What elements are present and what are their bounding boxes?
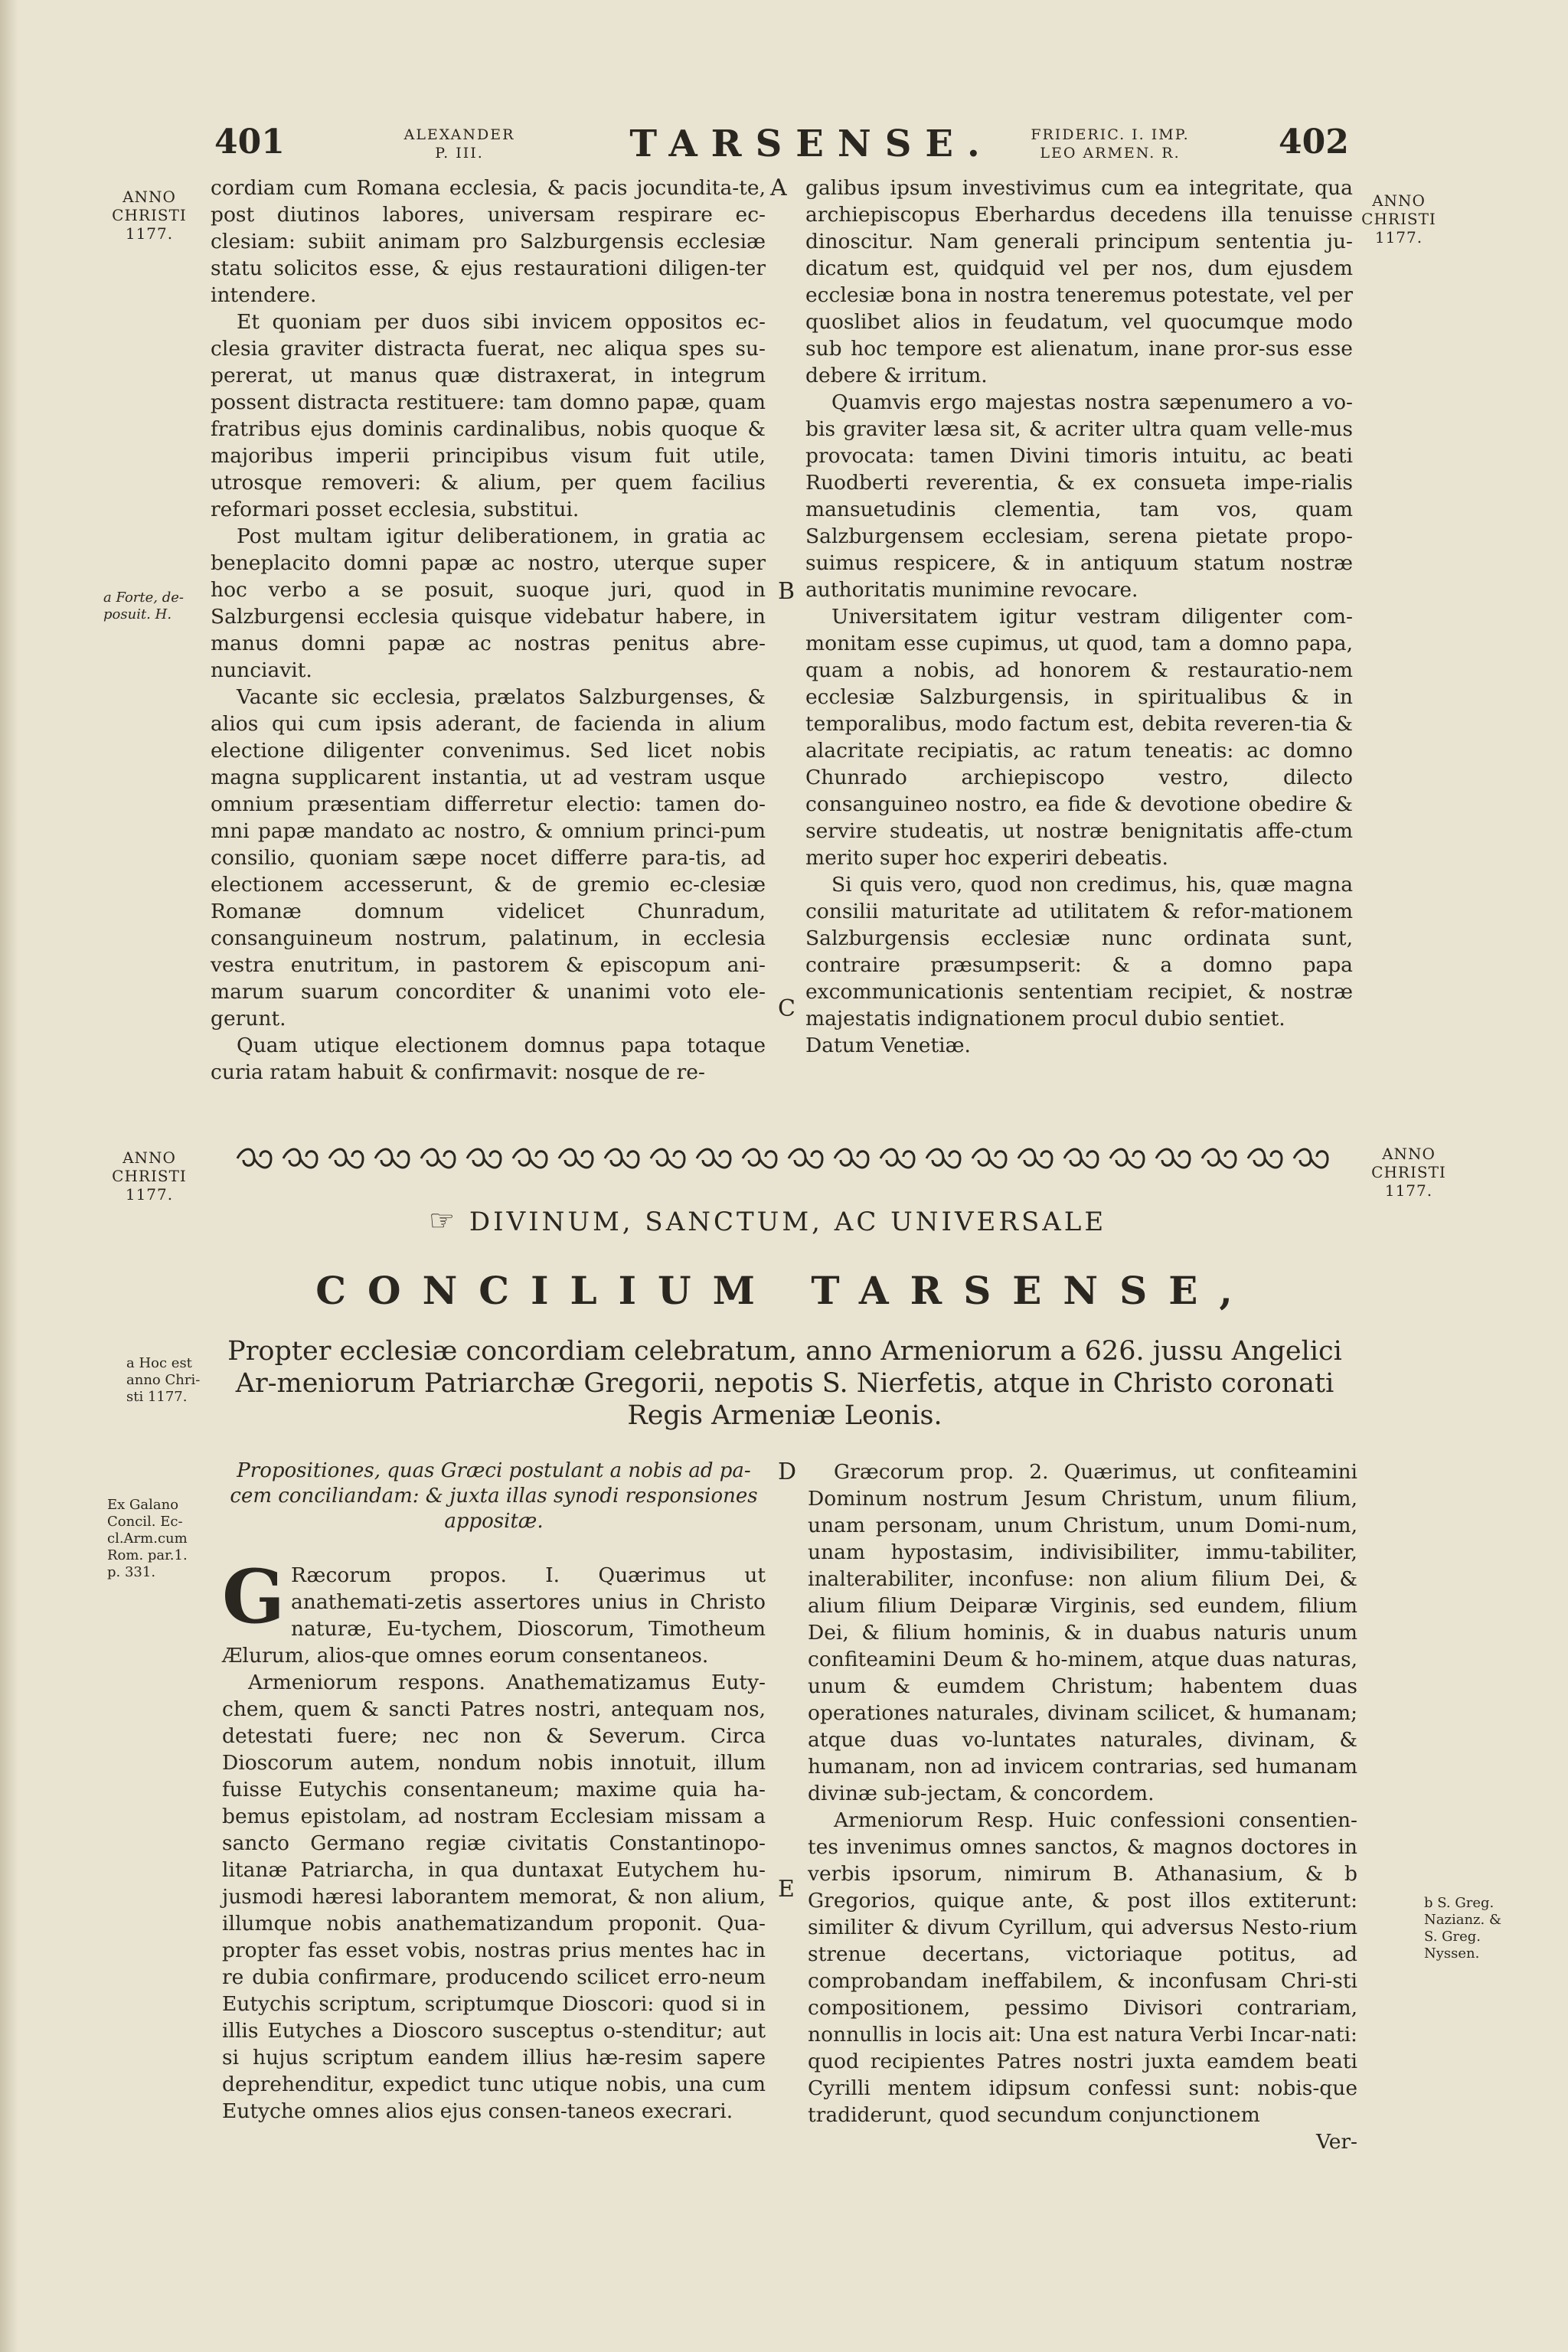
paragraph: Universitatem igitur vestram diligenter com-monitam esse cupimus, ut quod, tam a domno papa, quam a nobis, ad honorem & restauratio-nem ecclesiæ Salzburgensis, in spiritualibus & in temporalibus, modo factum est, debita reveren-tia & alacritate recipiatis, ac ratum teneatis: ac domno Chunrado archiepiscopo vestro, dilecto consanguineo nostro, ea fide & devotione obedire & servire studeatis, ut nostræ benignitatis affe-ctum merito super hoc experiri debeatis.: [805, 605, 1353, 870]
fleuron-ornament: [1018, 1149, 1052, 1168]
upper-right-column: [805, 175, 1353, 1059]
right-running-head: FRIDERIC. I. IMP. LEO ARMEN. R.: [1031, 126, 1190, 162]
fleuron-ornament: [559, 1149, 593, 1168]
fleuron-ornament: [283, 1149, 317, 1168]
paragraph: Quamvis ergo majestas nostra sæpenumero a vo-bis graviter læsa sit, & acriter ultra quam velle-mus provocata: tamen Divini timoris intuitu, ac beati Ruodberti reverentia, & ex consueta impe-rialis mansuetudinis clementia, tam vos, quam Salzburgensem ecclesiam, serena pietate propo-suimus respicere, & in antiquum statum nostræ authoritatis munimine revocare.: [805, 390, 1353, 602]
fleuron-ornament: [375, 1149, 409, 1168]
fleuron-ornament: [1248, 1149, 1282, 1168]
fleuron-ornament: [1156, 1149, 1190, 1168]
catchword: Ver-: [1315, 2130, 1357, 2154]
fleuron-ornament: [743, 1149, 776, 1168]
running-title: TARSENSE.: [629, 122, 994, 165]
paragraph: G Ræcorum propos. I. Quærimus ut anathemati-zetis assertores unius in Christo naturæ, Eu-tychem, Dioscorum, Timotheum Ælurum, alios-que omnes eorum consentaneos.: [222, 1553, 766, 1668]
section-letter-e: E: [778, 1876, 795, 1903]
margin-anno-left-middle: ANNO CHRISTI 1177.: [112, 1148, 187, 1204]
fleuron-ornament: [513, 1149, 547, 1168]
paragraph: Quam utique electionem domnus papa totaque curia ratam habuit & confirmavit: nosque de re-: [211, 1034, 766, 1084]
section-letter-a: A: [770, 175, 787, 201]
paragraph: Post multam igitur deliberationem, in gratia ac beneplacito domni papæ ac nostro, uterque super hoc verbo a se posuit, suoque juri, quod in Salzburgensi ecclesia quisque videbatur habere, in manus domni papæ ac nostras penitus abre-nunciavit.: [211, 524, 766, 682]
council-subtitle: Propter ecclesiæ concordiam celebratum, anno Armeniorum a 626. jussu Angelici Ar-meniorum Patriarchæ Gregorii, nepotis S. Nierfetis, atque in Christo coronati Regis Armeniæ Leonis.: [227, 1336, 1342, 1431]
council-title-line2: CONCILIUM TARSENSE,: [315, 1268, 1254, 1313]
margin-note-hoc-est: a Hoc est anno Chri- sti 1177.: [126, 1355, 201, 1405]
paragraph: galibus ipsum investivimus cum ea integritate, qua archiepiscopus Eberhardus decedens illa tenuisse dinoscitur. Nam generali principum sententia ju-dicatum est, quidquid vel per nos, dum ejusdem ecclesiæ bona in nostra teneremus potestate, vel per quoslibet alios in feudatum, vel quocumque modo sub hoc tempore est alienatum, inane pror-sus esse debere & irritum.: [805, 176, 1353, 387]
margin-anno-left-top: ANNO CHRISTI 1177.: [112, 188, 187, 243]
paragraph: Vacante sic ecclesia, prælatos Salzburgenses, & alios qui cum ipsis aderant, de facienda in alium electione diligenter convenimus. Sed licet nobis magna supplicarent instantia, ut ad vestram usque omnium præsentiam differretur electio: tamen do-mni papæ mandato ac nostro, & omnium princi-pum consilio, quoniam sæpe nocet differre para-tis, ad electionem accesserunt, & de gremio ec-clesiæ Romanæ domnum videlicet Chunradum, consanguineum nostrum, palatinum, in ecclesia vestra enutritum, in pastorem & episcopum ani-marum suarum concorditer & unanimi voto ele-gerunt.: [211, 685, 766, 1031]
lower-left-column: [222, 1553, 766, 2125]
fleuron-ornament: [697, 1149, 730, 1168]
margin-note-a: a Forte, de- posuit. H.: [103, 590, 184, 622]
upper-left-column: [211, 175, 766, 1086]
left-page-number: 401: [214, 122, 285, 162]
page-gutter-shadow: [0, 0, 18, 2352]
fleuron-ornament: [651, 1149, 684, 1168]
margin-anno-right-middle: ANNO CHRISTI 1177.: [1371, 1145, 1446, 1200]
margin-source-note: Ex Galano Concil. Ec- cl.Arm.cum Rom. par.1. p. 331.: [107, 1497, 188, 1580]
right-page-number: 402: [1279, 122, 1349, 162]
date-line: Datum Venetiæ.: [805, 1034, 971, 1057]
paragraph: Armeniorum respons. Anathematizamus Euty-chem, quem & sancti Patres nostri, antequam nos, detestati fuere; nec non & Severum. Circa Dioscorum autem, nondum nobis innotuit, illum fuisse Eutychis consentaneum; maxime quia ha-bemus epistolam, ad nostram Ecclesiam missam a sancto Germano regiæ civitatis Constantinopo-litanæ Patriarcha, in qua duntaxat Eutychem hu-jusmodi hæresi laborantem memorat, & non alium, illumque nobis anathematizandum proponit. Qua-propter fas esset vobis, nostras prius mentes hac in re dubia confirmare, producendo scilicet erro-neum Eutychis scriptum, scriptumque Dioscori: quod si in illis Eutyches a Dioscoro susceptus o-stenditur; aut si hujus scriptum eandem illius hæ-resim sapere deprehenditur, expedict tunc utique nobis, una cum Eutyche omnes alios ejus consen-taneos execrari.: [222, 1671, 766, 2123]
fleuron-ornament: [972, 1149, 1006, 1168]
running-header: [214, 122, 1409, 176]
left-running-head: ALEXANDER P. III.: [403, 126, 515, 162]
fleuron-ornament: [605, 1149, 639, 1168]
fleuron-ornament: [789, 1149, 822, 1168]
fleuron-ornament: [1294, 1149, 1328, 1168]
fleuron-ornament: [1110, 1149, 1144, 1168]
fleuron-ornament: [926, 1149, 960, 1168]
fleuron-ornament: [467, 1149, 501, 1168]
council-title-line1: ☞ DIVINUM, SANCTUM, AC UNIVERSALE: [429, 1204, 1107, 1237]
fleuron-ornament: [237, 1149, 271, 1168]
fleuron-ornament: [880, 1149, 914, 1168]
fleuron-ornament: [835, 1149, 868, 1168]
fleuron-ornament: [421, 1149, 455, 1168]
lower-right-column: [808, 1459, 1357, 2155]
section-letter-b: B: [778, 578, 795, 605]
fleuron-ornament: [1064, 1149, 1098, 1168]
fleuron-ornament: [329, 1149, 363, 1168]
paragraph: Si quis vero, quod non credimus, his, quæ magna consilii maturitate ad utilitatem & refor-mationem Salzburgensis ecclesiæ nunc ordinata sunt, contraire præsumpserit: & a domno papa excommunicationis sententiam recipiet, & nostræ majestatis indignationem procul dubio sentiet.: [805, 873, 1353, 1031]
paragraph: cordiam cum Romana ecclesia, & pacis jocundita-te, post diutinos labores, universam respirare ec-clesiam: subiit animam pro Salzburgensis ecclesiæ statu solicitos esse, & ejus restaurationi diligen-ter intendere.: [211, 176, 766, 307]
margin-anno-right-top: ANNO CHRISTI 1177.: [1361, 191, 1436, 247]
fleuron-ornament-band: [222, 1141, 1340, 1176]
paragraph: Armeniorum Resp. Huic confessioni consentien-tes invenimus omnes sanctos, & magnos doctores in verbis ipsorum, nimirum B. Athanasium, & b Gregorios, quique ante, & post illos extiterunt: similiter & divum Cyrillum, qui adversus Nesto-rium strenue decertans, victoriaque potitus, ad comprobandam ineffabilem, & inconfusam Chri-sti compositionem, pessimo Divisori contrariam, nonnullis in locis ait: Una est natura Verbi Incar-nati: quod recipientes Patres nostri juxta eamdem beati Cyrilli mentem idipsum confessi sunt: nobis-que tradiderunt, quod secundum conjunctionem: [808, 1808, 1357, 2127]
section-letter-d: D: [778, 1459, 797, 1485]
paragraph: Et quoniam per duos sibi invicem oppositos ec-clesia graviter distracta fuerat, nec aliqua spes su-pererat, ut manus quæ distraxerat, in integrum possent distracta restituere: tam domno papæ, quam fratribus ejus dominis cardinalibus, nobis quoque & majoribus imperii principibus visum fuit utile, utrosque removeri: & alium, per quem facilius reformari posset ecclesia, substitui.: [211, 310, 766, 521]
manicule-icon: ☞: [429, 1204, 459, 1237]
fleuron-ornament: [1202, 1149, 1236, 1168]
paragraph: Græcorum prop. 2. Quærimus, ut confiteamini Dominum nostrum Jesum Christum, unum filium, unam personam, unum Christum, unum Domi-num, unam hypostasim, indivisibiliter, immu-tabiliter, inalterabiliter, inconfuse: non alium filium Dei, & alium filium Deiparæ Virginis, sed eundem, filium Dei, & filium hominis, & in duabus naturis unum confiteamini Deum & ho-minem, atque duas naturas, unum & eumdem Christum; habentem duas operationes naturales, divinam scilicet, & humanam; atque duas vo-luntates naturales, divinam, & humanam, non ad invicem contrarias, sed humanam divinæ sub-jectam, & concordem.: [808, 1460, 1357, 1805]
margin-note-b: b S. Greg. Nazianz. & S. Greg. Nyssen.: [1424, 1895, 1501, 1962]
drop-capital: G: [222, 1553, 285, 1640]
section-letter-c: C: [778, 995, 795, 1022]
propositions-heading: Propositiones, quas Græci postulant a nobis ad pa-cem conciliandam: & juxta illas synodi responsiones appositæ.: [230, 1459, 758, 1533]
